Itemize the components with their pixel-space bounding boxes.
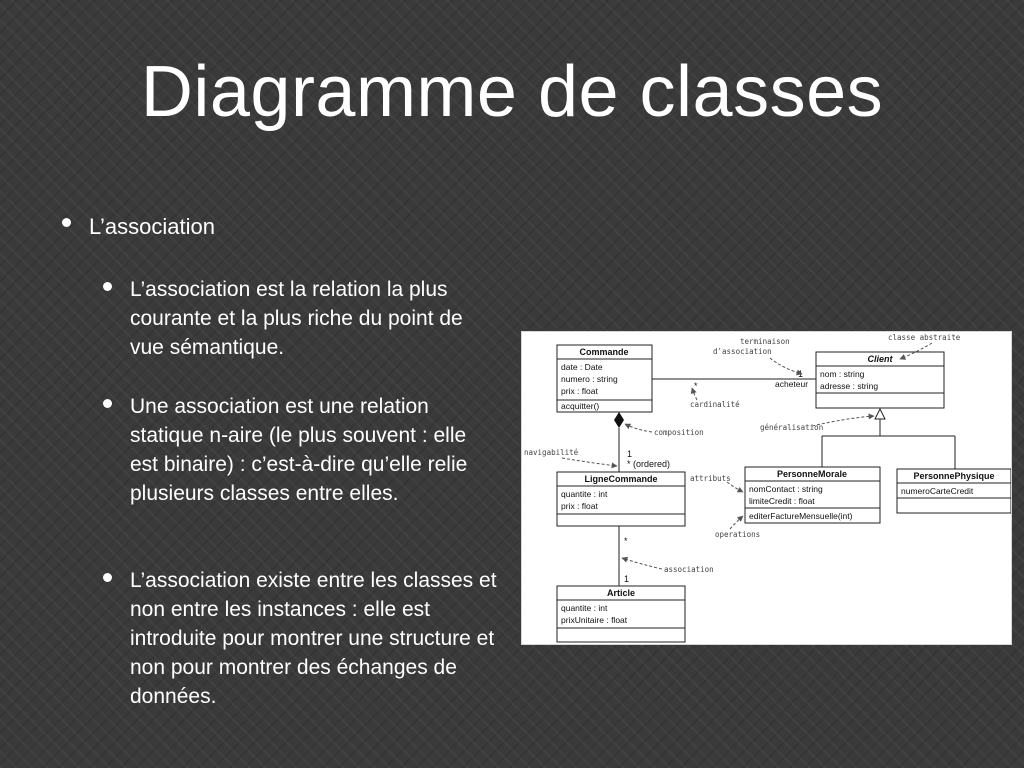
annotation: association bbox=[664, 565, 714, 574]
bullet-text-3: L’association existe entre les classes et non entre les instances : elle est introduite pour montrer une structure et non pour montrer des échanges de données. bbox=[130, 569, 497, 708]
bullet-dot bbox=[62, 218, 71, 227]
bullet-dot bbox=[103, 399, 112, 408]
annotation: généralisation bbox=[760, 423, 824, 432]
bullet-text-2: Une association est une relation statique n-aire (le plus souvent : elle est binaire) : c’est-à-dire qu’elle relie plusieurs classes entre elles. bbox=[130, 395, 468, 505]
role-name: acheteur bbox=[775, 379, 809, 389]
annotation: classe abstraite bbox=[888, 333, 961, 342]
class-op: acquitter() bbox=[561, 401, 600, 411]
uml-diagram-svg bbox=[522, 332, 1011, 644]
multiplicity: 1 bbox=[798, 369, 804, 379]
multiplicity: 1 bbox=[624, 574, 630, 584]
annotation: composition bbox=[654, 428, 704, 437]
annotation: d'association bbox=[713, 347, 772, 356]
composition-diamond bbox=[614, 412, 624, 428]
class-attr: quantite : int bbox=[561, 489, 608, 499]
multiplicity: * bbox=[624, 536, 628, 546]
annotation: cardinalité bbox=[690, 400, 740, 409]
class-attr: nomContact : string bbox=[749, 484, 823, 494]
bullet-level1: L’association bbox=[89, 214, 215, 239]
class-op: editerFactureMensuelle(int) bbox=[749, 511, 853, 521]
multiplicity: * (ordered) bbox=[627, 459, 671, 469]
class-attr: numeroCarteCredit bbox=[901, 486, 974, 496]
class-attr: date : Date bbox=[561, 362, 603, 372]
generalization-triangle bbox=[875, 409, 885, 419]
bullet-dot bbox=[103, 282, 112, 291]
class-personnephysique-name: PersonnePhysique bbox=[913, 471, 995, 481]
bullet-text-1: L’association est la relation la plus courante et la plus riche du point de vue sémantique. bbox=[130, 278, 463, 359]
class-personnemorale-name: PersonneMorale bbox=[776, 469, 848, 479]
class-attr: quantite : int bbox=[561, 603, 608, 613]
annotation: operations bbox=[715, 530, 761, 539]
multiplicity: * bbox=[694, 381, 698, 391]
class-attr: adresse : string bbox=[820, 381, 879, 391]
class-attr: nom : string bbox=[820, 369, 865, 379]
class-attr: prix : float bbox=[561, 501, 598, 511]
slide-title: Diagramme de classes bbox=[140, 52, 884, 132]
annotation: navigabilité bbox=[524, 448, 579, 457]
class-client-name: Client bbox=[867, 354, 893, 364]
uml-class-diagram bbox=[521, 331, 1012, 645]
multiplicity: 1 bbox=[627, 449, 633, 459]
class-attr: limiteCredit : float bbox=[749, 496, 815, 506]
class-commande-name: Commande bbox=[579, 347, 629, 357]
class-attr: prix : float bbox=[561, 386, 598, 396]
class-attr: prixUnitaire : float bbox=[561, 615, 628, 625]
annotation: terminaison bbox=[740, 337, 790, 346]
annotation: attributs bbox=[690, 474, 731, 483]
bullet-dot bbox=[103, 573, 112, 582]
class-attr: numero : string bbox=[561, 374, 618, 384]
class-lignecommande-name: LigneCommande bbox=[584, 474, 658, 484]
class-article-name: Article bbox=[606, 588, 636, 598]
